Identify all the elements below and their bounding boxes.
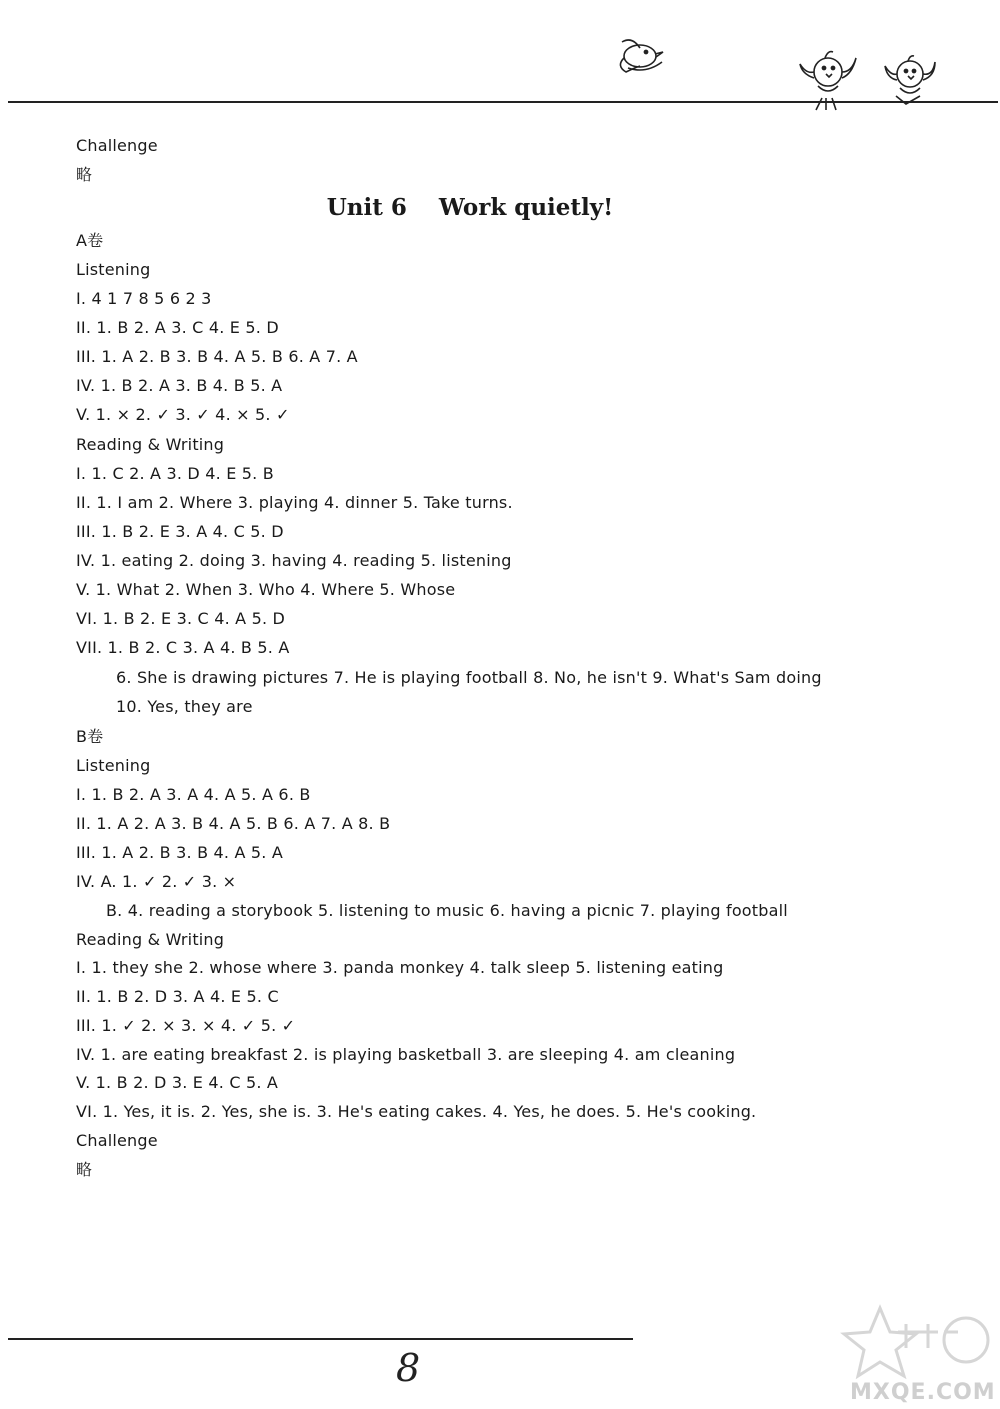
answer-line: VI. 1. Yes, it is. 2. Yes, she is. 3. He's eating cakes. 4. Yes, he does. 5. He's cooking. [76,1102,757,1121]
answer-line: V. 1. B 2. D 3. E 4. C 5. A [76,1073,279,1092]
answer-line: V. 1. × 2. ✓ 3. ✓ 4. × 5. ✓ [76,405,290,424]
section-heading: B卷 [76,727,104,746]
answer-line: I. 4 1 7 8 5 6 2 3 [76,289,212,308]
answer-line: III. 1. A 2. B 3. B 4. A 5. B 6. A 7. A [76,347,358,366]
section-heading: Reading & Writing [76,435,225,454]
answer-line: VII. 1. B 2. C 3. A 4. B 5. A [76,638,290,657]
answer-line: V. 1. What 2. When 3. Who 4. Where 5. Whose [76,580,456,599]
page-number: 8 [396,1346,421,1390]
answer-line: IV. 1. eating 2. doing 3. having 4. reading 5. listening [76,551,512,570]
answer-line: I. 1. C 2. A 3. D 4. E 5. B [76,464,274,483]
answer-line: I. 1. B 2. A 3. A 4. A 5. A 6. B [76,785,311,804]
unit-title: Unit 6 Work quietly! [326,194,614,221]
answer-line: 10. Yes, they are [116,697,253,716]
section-heading: A卷 [76,231,104,250]
section-heading: Challenge [76,1131,158,1150]
answer-line: III. 1. ✓ 2. × 3. × 4. ✓ 5. ✓ [76,1016,296,1035]
answer-line: IV. 1. are eating breakfast 2. is playing basketball 3. are sleeping 4. am cleaning [76,1045,736,1064]
watermark-site: MXQE.COM [850,1380,996,1405]
answer-line: B. 4. reading a storybook 5. listening to music 6. having a picnic 7. playing football [106,901,788,920]
answer-line: 6. She is drawing pictures 7. He is playing football 8. No, he isn't 9. What's Sam doing [116,668,822,687]
section-heading: Reading & Writing [76,930,225,949]
bird-icon [885,56,935,104]
answer-line: I. 1. they she 2. whose where 3. panda monkey 4. talk sleep 5. listening eating [76,958,724,977]
flying-bird-icon [620,40,663,72]
footer-rule [8,1338,633,1340]
answer-line: III. 1. B 2. E 3. A 4. C 5. D [76,522,284,541]
answer-line: IV. 1. B 2. A 3. B 4. B 5. A [76,376,283,395]
answer-line: II. 1. B 2. A 3. C 4. E 5. D [76,318,279,337]
answer-line: 略 [76,165,93,184]
answer-line: VI. 1. B 2. E 3. C 4. A 5. D [76,609,286,628]
answer-line: II. 1. A 2. A 3. B 4. A 5. B 6. A 7. A 8. B [76,814,391,833]
bird-icon [800,52,856,110]
birds-illustration [600,28,960,114]
section-heading: Challenge [76,136,158,155]
answer-line: II. 1. B 2. D 3. A 4. E 5. C [76,987,279,1006]
answer-line: III. 1. A 2. B 3. B 4. A 5. A [76,843,284,862]
section-heading: Listening [76,756,151,775]
answer-line: 略 [76,1160,93,1179]
answer-line: IV. A. 1. ✓ 2. ✓ 3. × [76,872,237,891]
section-heading: Listening [76,260,151,279]
answer-line: II. 1. I am 2. Where 3. playing 4. dinner 5. Take turns. [76,493,513,512]
